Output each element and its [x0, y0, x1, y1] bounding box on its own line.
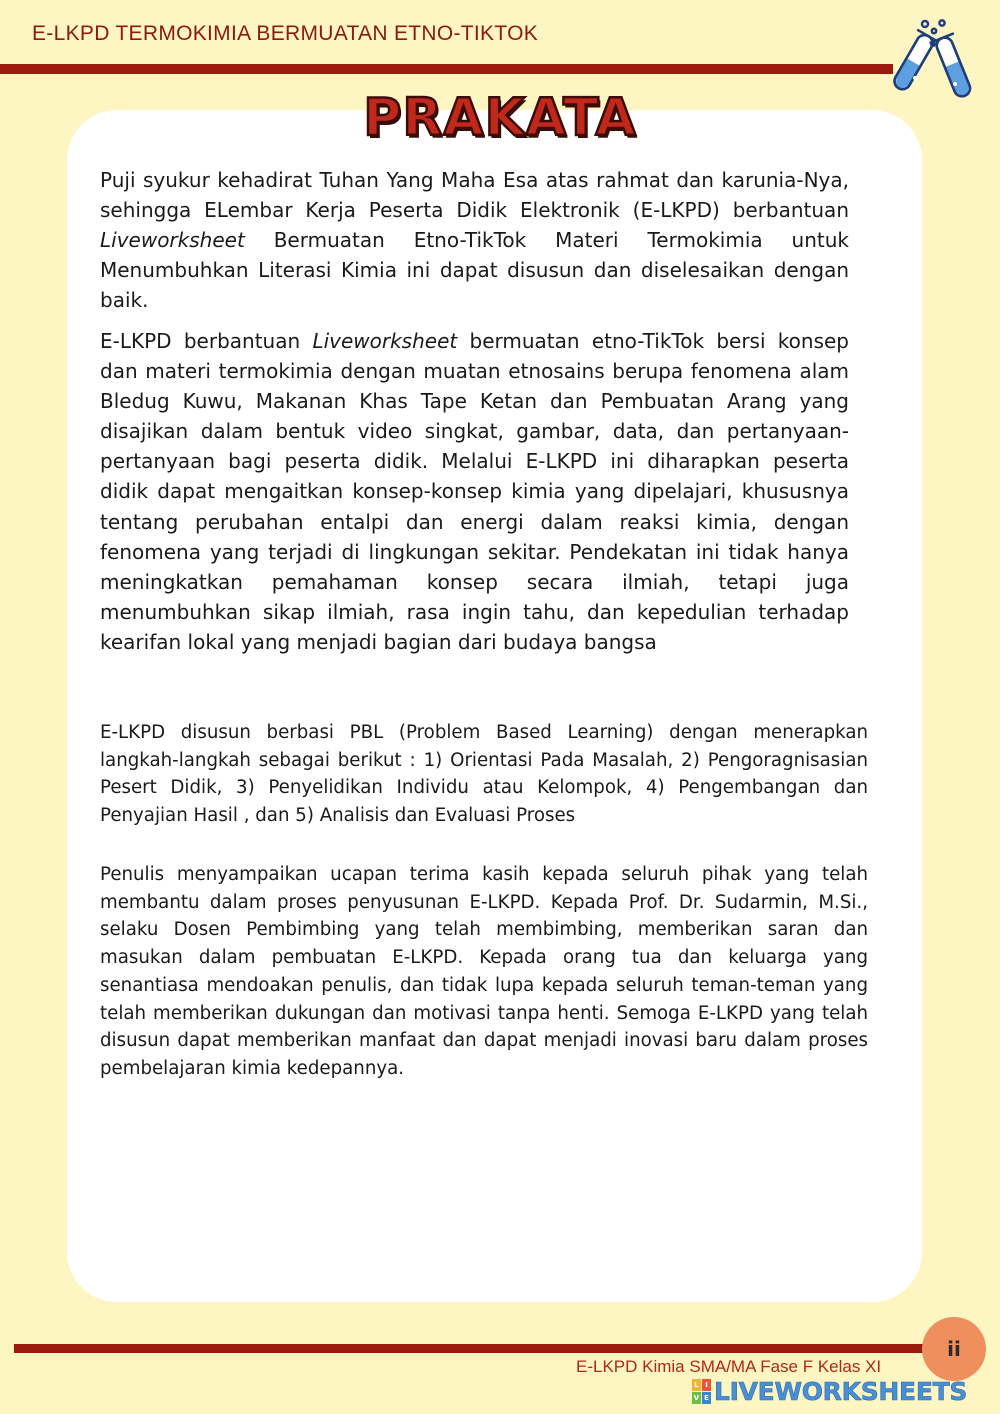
paragraph-intro-text-end: Bermuatan Etno-TikTok Materi Termokimia untuk Menumbuhkan Literasi Kimia ini dapat disusun dan diselesaikan dengan baik.	[100, 228, 849, 313]
footer-text: E-LKPD Kimia SMA/MA Fase F Kelas XI	[576, 1357, 882, 1376]
paragraph-content-text-end: bermuatan etno-TikTok bersi konsep dan materi termokimia dengan muatan etnosains berupa fenomena alam Bledug Kuwu, Makanan Khas Tape Ketan dan Pembuatan Arang yang disajikan dalam bentuk video singkat, gambar, data, dan pertanyaan-pertanyaan bagi peserta didik. Melalui E-LKPD ini diharapkan peserta didik dapat mengaitkan konsep-konsep kimia yang dipelajari, khususnya tentang perubahan entalpi dan energi dalam reaksi kimia, dengan fenomena yang terjadi di lingkungan sekitar. Pendekatan ini tidak hanya meningkatkan pemahaman konsep secara ilmiah, tetapi juga menumbuhkan sikap ilmiah, rasa ingin tahu, dan kepedulian terhadap kearifan lokal yang menjadi bagian dari budaya bangsa	[100, 329, 849, 654]
paragraph-content	[100, 326, 849, 657]
page-heading: PRAKATA	[363, 88, 637, 148]
paragraph-content-italic: Liveworksheet	[312, 329, 458, 353]
liveworksheets-logo-icon	[692, 1379, 711, 1404]
logo-letter-e: E	[702, 1392, 711, 1404]
paragraph-intro-italic: Liveworksheet	[100, 228, 245, 253]
logo-letter-l: L	[692, 1379, 701, 1391]
paragraph-acknowledgements: Penulis menyampaikan ucapan terima kasih kepada seluruh pihak yang telah membantu dalam proses penyusunan E-LKPD. Kepada Prof. Dr. Sudarmin, M.Si., selaku Dosen Pembimbing yang telah membimbing, memberikan saran dan masukan dalam pembuatan E-LKPD. Kepada orang tua dan keluarga yang senantiasa mendoakan penulis, dan tidak lupa kepada seluruh teman-teman yang telah memberikan dukungan dan motivasi tanpa henti. Semoga E-LKPD yang telah disusun dapat memberikan manfaat dan dapat menjadi inovasi baru dalam proses pembelajaran kimia kedepannya.	[100, 864, 868, 1079]
bottom-rule	[14, 1344, 949, 1353]
page-number-badge: ii	[922, 1317, 986, 1381]
logo-letter-i: I	[702, 1379, 711, 1391]
liveworksheets-wordmark: LIVEWORKSHEETS	[714, 1376, 968, 1406]
liveworksheets-brand[interactable]	[692, 1376, 992, 1406]
paragraph-intro	[100, 165, 849, 315]
paragraph-pbl-steps: E-LKPD disusun berbasi PBL (Problem Based Learning) dengan menerapkan langkah-langkah sebagai berikut : 1) Orientasi Pada Masalah, 2) Pengoragnisasian Pesert Didik, 3) Penyelidikan Individu atau Kelompok, 4) Pengembangan dan Penyajian Hasil , dan 5) Analisis dan Evaluasi Proses	[100, 722, 868, 827]
top-rule	[0, 64, 893, 74]
logo-letter-v: V	[693, 1393, 700, 1402]
paragraph-content-text-start: E-LKPD berbantuan	[100, 329, 313, 353]
header-title: E-LKPD TERMOKIMIA BERMUATAN ETNO-TIKTOK	[32, 22, 539, 45]
paragraph-intro-text-start: Puji syukur kehadirat Tuhan Yang Maha Esa atas rahmat dan karunia-Nya, sehingga ELembar Kerja Peserta Didik Elektronik (E-LKPD) berbantuan	[100, 168, 849, 223]
